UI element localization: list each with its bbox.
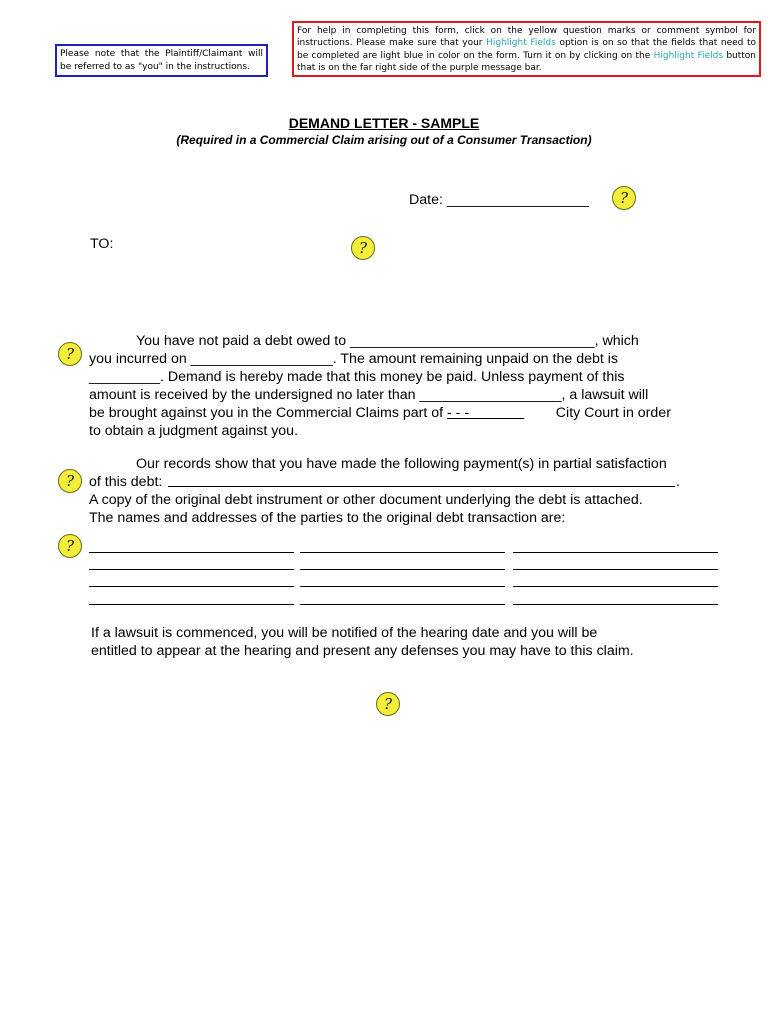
paragraph1-line6: to obtain a judgment against you. [89,423,299,439]
help-question-icon-paragraph1[interactable]: ? [58,342,82,366]
recipient-address-field[interactable] [130,232,340,312]
help-question-icon-signature[interactable]: ? [376,692,400,716]
party2-line4-field[interactable] [300,604,505,605]
date-field-row [409,191,589,209]
party2-line3-field[interactable] [300,586,505,587]
payments-field[interactable] [168,486,675,487]
paragraph1-line2: you incurred on __________________. The amount remaining unpaid on the debt is [89,351,619,367]
party3-line1-field[interactable] [513,552,718,553]
paragraph2-line2-end: . [676,474,680,490]
paragraph3-line1: If a lawsuit is commenced, you will be notified of the hearing date and you will be [91,625,598,641]
paragraph2-line4: The names and addresses of the parties to the original debt transaction are: [89,510,566,526]
to-label: TO: [90,236,114,252]
page-title: DEMAND LETTER - SAMPLE [288,115,480,131]
party2-line2-field[interactable] [300,569,505,570]
party1-line1-field[interactable] [89,552,294,553]
party1-line3-field[interactable] [89,586,294,587]
party3-line2-field[interactable] [513,569,718,570]
paragraph1-line3: _________. Demand is hereby made that this money be paid. Unless payment of this [89,369,625,385]
highlight-fields-link-1: Highlight Fields [486,38,556,49]
paragraph1-line5 [89,404,671,422]
party1-line2-field[interactable] [89,569,294,570]
paragraph1-line4: amount is received by the undersigned no later than __________________, a lawsuit will [89,387,649,403]
party3-line3-field[interactable] [513,586,718,587]
help-instructions-text-3: button that is on the far right side of the purple message bar. [297,50,757,74]
page-subtitle: (Required in a Commercial Claim arising out of a Consumer Transaction) [176,133,592,147]
date-label: Date: [409,192,443,208]
paragraph1-line1: You have not paid a debt owed to _______________________________, which [136,333,639,349]
plaintiff-note-text: Please note that the Plaintiff/Claimant will be referred to as "you" in the instructions. [60,49,263,72]
paragraph2-line3: A copy of the original debt instrument or other document underlying the debt is attached. [89,492,643,508]
highlight-fields-link-2: Highlight Fields [653,50,724,61]
help-question-icon-date[interactable]: ? [612,186,636,210]
paragraph3-line2: entitled to appear at the hearing and present any defenses you may have to this claim. [91,643,634,659]
paragraph2-line1: Our records show that you have made the following payment(s) in partial satisfaction [136,456,667,472]
party2-line1-field[interactable] [300,552,505,553]
help-question-icon-paragraph2[interactable]: ? [58,469,82,493]
help-instructions-text-1: For help in completing this form, click on the yellow question marks or comment symbol for instructions. Please make sure that your [297,26,756,49]
court-name-field[interactable]: - - - [447,405,470,421]
court-name-field-pad [469,405,524,421]
party3-line4-field[interactable] [513,604,718,605]
help-instructions-box [292,21,761,77]
date-field[interactable]: __________________ [446,192,589,208]
plaintiff-note-box [55,44,268,77]
paragraph2-line2-label: of this debt: [89,474,163,490]
help-question-icon-parties[interactable]: ? [58,534,82,558]
paragraph1-line5-end: City Court in order [524,405,671,421]
paragraph1-line5-start: be brought against you in the Commercial Claims part of [89,405,448,421]
party1-line4-field[interactable] [89,604,294,605]
help-instructions-text-2: option is on so that the fields that need to be completed are light blue in color on the form. Turn it on by clicking on the [297,38,757,61]
help-question-icon-to[interactable]: ? [351,236,375,260]
